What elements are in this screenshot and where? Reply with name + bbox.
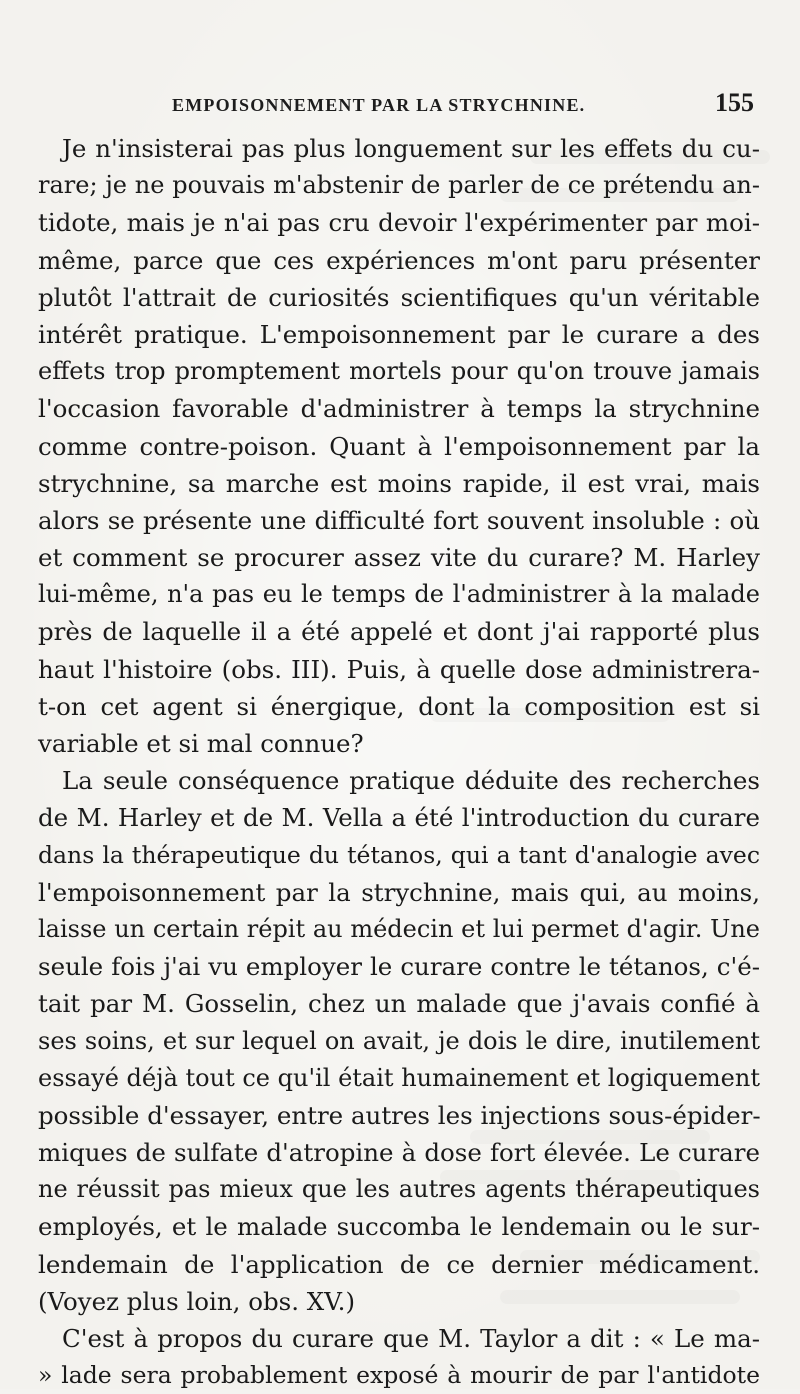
text-line: près de laquelle il a été appelé et dont j'ai rapporté plus — [38, 617, 760, 647]
page-number: 155 — [715, 88, 754, 117]
running-header — [172, 88, 754, 122]
text-line: même, parce que ces expériences m'ont paru présenter — [38, 245, 760, 275]
text-line: essayé déjà tout ce qu'il était humainement et logiquement — [38, 1063, 760, 1092]
text-line: rare; je ne pouvais m'abstenir de parler de ce prétendu an- — [38, 171, 760, 200]
text-line: C'est à propos du curare que M. Taylor a dit : « Le ma- — [62, 1324, 760, 1353]
text-line: alors se présente une difficulté fort souvent insoluble : où — [38, 505, 760, 535]
text-line: lui-même, n'a pas eu le temps de l'administrer à la malade — [38, 580, 760, 609]
text-line: tidote, mais je n'ai pas cru devoir l'expérimenter par moi- — [38, 208, 760, 238]
body-text — [38, 130, 760, 1394]
text-line: miques de sulfate d'atropine à dose fort élevée. Le curare — [38, 1138, 760, 1168]
text-line: possible d'essayer, entre autres les injections sous-épider- — [38, 1100, 761, 1130]
text-line: effets trop promptement mortels pour qu'on trouve jamais — [38, 357, 760, 386]
paragraph — [38, 130, 760, 762]
running-title: EMPOISONNEMENT PAR LA STRYCHNINE. — [172, 95, 586, 115]
text-line: haut l'histoire (obs. III). Puis, à quelle dose administrera- — [38, 654, 760, 684]
text-line: l'empoisonnement par la strychnine, mais qui, au moins, — [38, 877, 760, 907]
text-line: plutôt l'attrait de curiosités scientifiques qu'un véritable — [38, 282, 760, 312]
paragraph — [38, 762, 760, 1320]
text-line: ne réussit pas mieux que les autres agents thérapeutiques — [38, 1175, 760, 1204]
text-line: et comment se procurer assez vite du curare? M. Harley — [38, 543, 760, 573]
text-line: strychnine, sa marche est moins rapide, il est vrai, mais — [38, 468, 760, 498]
text-line: » lade sera probablement exposé à mourir de par l'antidote — [38, 1361, 760, 1390]
text-line: employés, et le malade succomba le lendemain ou le sur- — [38, 1212, 760, 1242]
text-line: ses soins, et sur lequel on avait, je dois le dire, inutilement — [38, 1026, 760, 1055]
text-line: (Voyez plus loin, obs. XV.) — [38, 1286, 356, 1316]
text-line: variable et si mal connue? — [38, 729, 364, 758]
text-line: lendemain de l'application de ce dernier médicament. — [38, 1249, 760, 1279]
text-line: t-on cet agent si énergique, dont la composition est si — [38, 691, 760, 721]
text-line: laisse un certain répit au médecin et lui permet d'agir. Une — [38, 914, 760, 943]
text-line: l'occasion favorable d'administrer à temps la strychnine — [38, 394, 760, 424]
text-line: intérêt pratique. L'empoisonnement par le curare a des — [38, 319, 760, 349]
text-line: de M. Harley et de M. Vella a été l'introduction du curare — [38, 803, 760, 833]
text-line: tait par M. Gosselin, chez un malade que j'avais confié à — [38, 989, 760, 1019]
text-line: Je n'insisterai pas plus longuement sur les effets du cu- — [62, 134, 760, 163]
text-line: comme contre-poison. Quant à l'empoisonnement par la — [38, 431, 760, 461]
paragraph — [38, 1320, 760, 1394]
text-line: dans la thérapeutique du tétanos, qui a tant d'analogie avec — [38, 840, 760, 869]
text-line: seule fois j'ai vu employer le curare contre le tétanos, c'é- — [38, 952, 760, 982]
text-line: La seule conséquence pratique déduite des recherches — [62, 766, 760, 796]
